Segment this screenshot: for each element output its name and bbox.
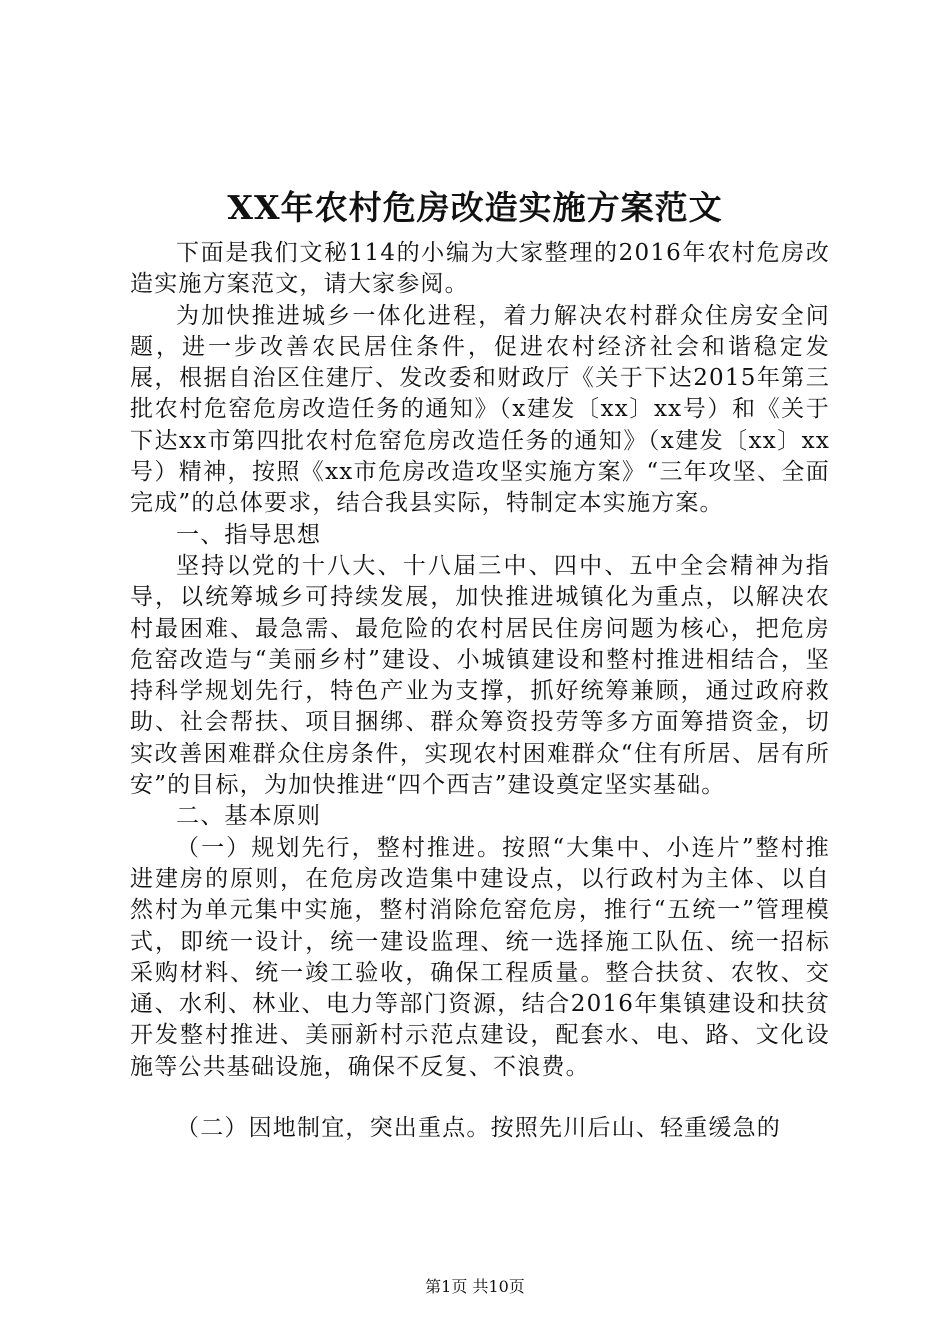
guiding-ideology-paragraph: 坚持以党的十八大、十八届三中、四中、五中全会精神为指导，以统筹城乡可持续发展，加快推进城镇化为重点，以解决农村最困难、最急需、最危险的农村居民住房问题为核心，把危房危窑改造与“美丽乡村”建设、小城镇建设和整村推进相结合，坚持科学规划先行，特色产业为支撑，抓好统筹兼顾，通过政府救助、社会帮扶、项目捆绑、群众筹资投劳等多方面筹措资金，切实改善困难群众住房条件，实现农村困难群众“住有所居、居有所安”的目标，为加快推进“四个西吉”建设奠定坚实基础。 [130, 552, 830, 799]
document-body [130, 238, 830, 1144]
background-paragraph: 为加快推进城乡一体化进程，着力解决农村群众住房安全问题，进一步改善农民居住条件，促进农村经济社会和谐稳定发展，根据自治区住建厅、发改委和财政厅《关于下达2015年第三批农村危窑危房改造任务的通知》（x建发〔xx〕xx号）和《关于下达xx市第四批农村危窑危房改造任务的通知》（x建发〔xx〕xx号）精神，按照《xx市危房改造攻坚实施方案》“三年攻坚、全面完成”的总体要求，结合我县实际，特制定本实施方案。 [130, 302, 830, 517]
principle-two-paragraph: （二）因地制宜，突出重点。按照先川后山、轻重缓急的 [176, 1115, 781, 1142]
intro-paragraph: 下面是我们文秘114的小编为大家整理的2016年农村危房改造实施方案范文，请大家参阅。 [130, 240, 830, 298]
page-footer: 第1页 共10页 [425, 1277, 525, 1296]
document-title: XX年农村危房改造实施方案范文 [227, 188, 723, 227]
section-heading-basic-principles: 二、基本原则 [176, 803, 322, 830]
section-heading-guiding-ideology: 一、指导思想 [176, 521, 322, 548]
principle-one-paragraph: （一）规划先行，整村推进。按照“大集中、小连片”整村推进建房的原则，在危房改造集中建设点，以行政村为主体、以自然村为单元集中实施，整村消除危窑危房，推行“五统一”管理模式，即统一设计，统一建设监理、统一选择施工队伍、统一招标采购材料、统一竣工验收，确保工程质量。整合扶贫、农牧、交通、水利、林业、电力等部门资源，结合2016年集镇建设和扶贫开发整村推进、美丽新村示范点建设，配套水、电、路、文化设施等公共基础设施，确保不反复、不浪费。 [130, 834, 830, 1080]
